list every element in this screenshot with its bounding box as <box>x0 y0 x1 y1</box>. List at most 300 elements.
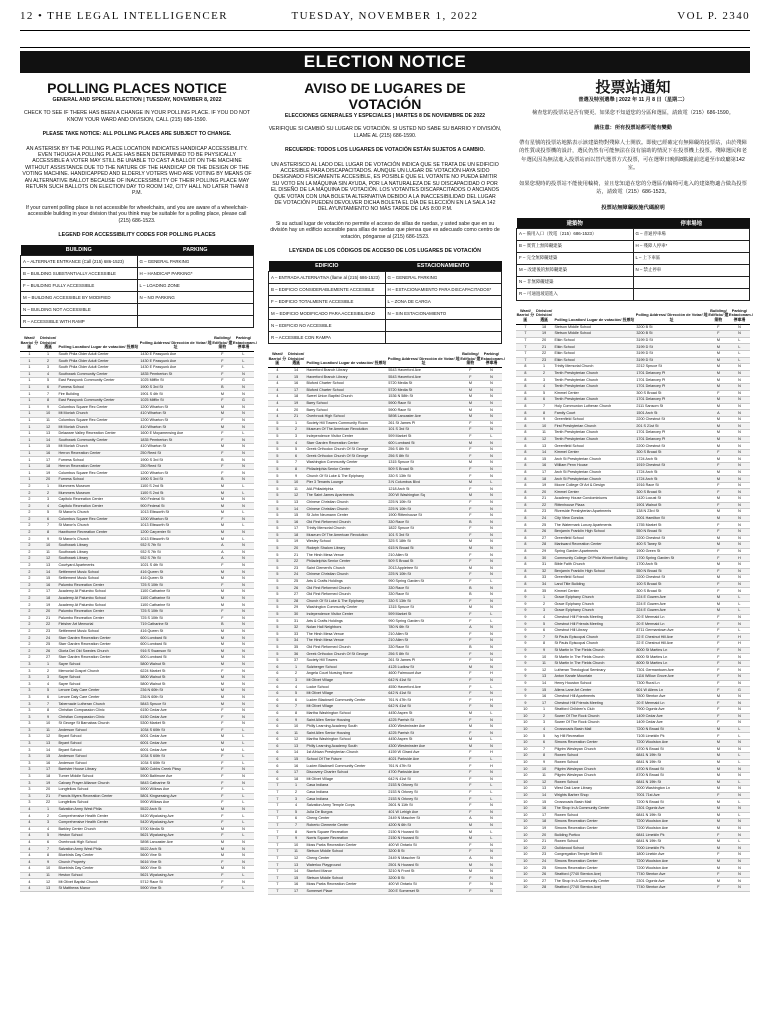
english-column <box>20 80 257 1020</box>
division-cell: 15 <box>287 374 306 381</box>
legend-cell: A – ENTRADA ALTERNATIVA (llame al (215) 686-1523) <box>269 271 386 283</box>
volume-number: VOL P. 2340 <box>677 10 750 22</box>
location-cell: Gloria Dei Old Swedes Church <box>57 648 139 655</box>
table-row <box>268 565 502 572</box>
parking-code-cell: N <box>729 509 750 516</box>
division-cell: 28 <box>535 885 554 892</box>
address-cell: 3200 B St <box>387 849 460 856</box>
ward-cell: 4 <box>20 826 39 833</box>
address-cell: 410 Wharton St <box>139 444 212 451</box>
table-row <box>268 730 502 737</box>
address-cell: 416 Queen St <box>139 569 212 576</box>
legend-cell: R – 可通過坡道進入 <box>517 288 634 300</box>
division-cell: 12 <box>39 556 58 563</box>
table-row <box>268 440 502 447</box>
table-row <box>268 704 502 711</box>
ward-cell: 10 <box>516 739 535 746</box>
table-row <box>516 502 750 509</box>
ward-cell: 10 <box>516 772 535 779</box>
ward-cell: 5 <box>268 552 287 559</box>
location-cell: Rowen School <box>553 753 635 760</box>
address-cell: 2153 N Orkney St <box>387 789 460 796</box>
location-cell: Bluebirds Day Center <box>57 852 139 859</box>
legend-cell: L – LOADING ZONE <box>137 279 254 291</box>
parking-code-cell: N <box>233 404 254 411</box>
legend-cell <box>633 276 750 288</box>
table-row <box>516 805 750 812</box>
table-row <box>20 707 254 714</box>
ward-cell: 9 <box>516 647 535 654</box>
ward-cell: 3 <box>20 786 39 793</box>
parking-code-cell: N <box>233 589 254 596</box>
ward-cell: 2 <box>20 510 39 517</box>
table-row <box>516 641 750 648</box>
building-code-cell: M <box>708 759 729 766</box>
building-code-cell: M <box>460 387 481 394</box>
english-subtitle: GENERAL AND SPECIAL ELECTION | TUESDAY, NOVEMBER 8, 2022 <box>52 97 222 103</box>
ward-cell: 10 <box>516 878 535 885</box>
address-cell: 325 S 18th St <box>387 539 460 546</box>
address-cell: 5843 Catharine St <box>139 780 212 787</box>
table-row <box>268 460 502 467</box>
table-row <box>20 510 254 517</box>
ward-cell: 3 <box>20 727 39 734</box>
division-cell: 23 <box>535 357 554 364</box>
address-cell: 20 E Mermaid Ln <box>635 621 708 628</box>
building-code-cell: M <box>460 493 481 500</box>
building-code-cell: M <box>212 747 233 754</box>
building-code-cell: M <box>708 739 729 746</box>
legend-cell: M – EDIFICIO MODIFICADO PARA ACCESIBILIDAD <box>269 307 386 319</box>
table-row <box>516 370 750 377</box>
division-cell: 35 <box>535 588 554 595</box>
location-cell: Elkin School <box>553 357 635 364</box>
parking-code-cell: N <box>481 400 502 407</box>
building-code-cell: F <box>212 397 233 404</box>
parking-code-cell: N <box>729 370 750 377</box>
division-cell: 13 <box>287 499 306 506</box>
location-cell: Independence Visitor Center <box>305 433 387 440</box>
ward-cell: 6 <box>268 671 287 678</box>
building-code-cell: F <box>708 555 729 562</box>
location-cell: Starr Garden Recreation Center <box>57 641 139 648</box>
table-row <box>268 875 502 882</box>
building-code-cell: F <box>212 780 233 787</box>
division-cell: 11 <box>39 727 58 734</box>
location-cell: Starr Garden Recreation Center <box>57 655 139 662</box>
parking-code-cell: N <box>481 367 502 374</box>
location-cell: Lucien Blackwell Community Center <box>305 763 387 770</box>
division-cell: 8 <box>287 466 306 473</box>
ward-cell: 6 <box>268 743 287 750</box>
parking-code-cell: N <box>481 532 502 539</box>
location-cell: Bluebirds Day Center <box>57 866 139 873</box>
division-cell: 12 <box>287 493 306 500</box>
address-cell: 1501 Arch St <box>635 410 708 417</box>
table-row <box>20 615 254 622</box>
table-row <box>268 750 502 757</box>
location-cell: Bluford Charter School <box>305 387 387 394</box>
parking-code-cell: N <box>233 773 254 780</box>
table-row <box>20 463 254 470</box>
division-cell: 4 <box>535 383 554 390</box>
ward-cell: 4 <box>20 819 39 826</box>
division-cell: 2 <box>39 813 58 820</box>
ward-cell: 6 <box>268 723 287 730</box>
table-row <box>516 581 750 588</box>
parking-code-cell: L <box>233 510 254 517</box>
building-code-cell: F <box>212 378 233 385</box>
ward-cell: 4 <box>20 806 39 813</box>
division-cell: 9 <box>287 835 306 842</box>
table-row <box>20 694 254 701</box>
address-cell: 599 Market St <box>387 611 460 618</box>
division-cell: 3 <box>535 608 554 615</box>
building-code-cell: F <box>708 324 729 331</box>
location-cell: Lenore Daly Care Center <box>57 688 139 695</box>
location-cell: Old First Reformed Church <box>305 585 387 592</box>
parking-code-cell: L <box>233 800 254 807</box>
parking-code-cell: N <box>233 839 254 846</box>
table-row <box>516 469 750 476</box>
building-code-cell: M <box>212 641 233 648</box>
address-cell: 2000 Washington Ln <box>635 786 708 793</box>
parking-code-cell: N <box>729 772 750 779</box>
location-cell: Mt Moriah Church <box>57 444 139 451</box>
division-cell: 10 <box>39 411 58 418</box>
table-row <box>20 872 254 879</box>
building-code-cell: F <box>460 802 481 809</box>
running-header <box>20 4 750 26</box>
ward-cell: 1 <box>20 470 39 477</box>
location-cell: Building Portico <box>553 832 635 839</box>
table-row <box>268 545 502 552</box>
building-code-cell: F <box>708 548 729 555</box>
address-cell: 725 S 10th St <box>139 615 212 622</box>
location-cell: Chestnut Hill Friends Meeting <box>553 614 635 621</box>
ward-cell: 8 <box>516 509 535 516</box>
table-row <box>20 411 254 418</box>
ward-cell: 7 <box>268 849 287 856</box>
table-row <box>268 888 502 895</box>
building-code-cell: M <box>460 664 481 671</box>
division-cell: 31 <box>535 561 554 568</box>
building-code-cell: F <box>708 463 729 470</box>
table-row <box>20 549 254 556</box>
division-cell: 5 <box>535 621 554 628</box>
table-row <box>516 674 750 681</box>
building-code-cell: B <box>212 622 233 629</box>
location-cell: Anderson School <box>57 727 139 734</box>
address-cell: 5898 Lancaster Ave <box>387 413 460 420</box>
division-cell: 16 <box>535 805 554 812</box>
building-code-cell: F <box>460 446 481 453</box>
address-cell: 990 Spring Garden St <box>387 578 460 585</box>
table-row <box>516 383 750 390</box>
building-code-cell: M <box>460 479 481 486</box>
address-cell: 210 Allen St <box>387 631 460 638</box>
parking-code-cell: N <box>481 387 502 394</box>
address-cell: 1013 Ellsworth St <box>139 510 212 517</box>
parking-code-cell: N <box>729 581 750 588</box>
ward-cell: 1 <box>20 404 39 411</box>
location-cell: St Maron's Church <box>57 510 139 517</box>
building-code-cell: M <box>212 602 233 609</box>
building-code-cell: F <box>460 598 481 605</box>
division-cell: 13 <box>39 740 58 747</box>
table-row <box>516 772 750 779</box>
location-cell: Stetson Middle School <box>305 849 387 856</box>
table-row <box>268 367 502 374</box>
chinese-asterisk-text: 帶有星號的投票站地點表示該建築物對殘障人士開放。即使已經確定有無障礙的投票站，由於殘障的性質或投票機的設計，選民仍然有可能無法在沒有協助的情況下在投票機上投票。殘障選民和老年選民因為無法進入投票站而以替代選票方式投票，可在選舉日晚間8點鐘前送還至市政廳第142室。 <box>519 140 747 171</box>
division-cell: 23 <box>287 565 306 572</box>
address-cell: 1800 Linekin Ave <box>635 852 708 859</box>
parking-code-cell: N <box>729 871 750 878</box>
table-row <box>268 756 502 763</box>
ward-cell: 7 <box>268 875 287 882</box>
table-row <box>20 793 254 800</box>
division-cell: 30 <box>535 555 554 562</box>
location-cell: AIA Philadelphia <box>305 486 387 493</box>
parking-code-cell: L <box>481 756 502 763</box>
address-cell: 4021 Parkside Ave <box>387 756 460 763</box>
parking-code-cell: N <box>729 489 750 496</box>
division-cell: 14 <box>535 680 554 687</box>
ward-cell: 5 <box>268 446 287 453</box>
division-cell: 10 <box>535 423 554 430</box>
table-row <box>516 410 750 417</box>
address-cell: 600 Lombard St <box>387 440 460 447</box>
division-cell: 22 <box>39 800 58 807</box>
division-cell: 13 <box>535 786 554 793</box>
address-cell: 3 N Columbus Blvd <box>387 479 460 486</box>
address-cell: 7200 N Broad St <box>635 726 708 733</box>
address-cell: 990 Spring Garden St <box>387 618 460 625</box>
location-cell: School Of The Future <box>305 756 387 763</box>
building-code-cell: F <box>460 558 481 565</box>
chinese-legend-table <box>516 218 750 301</box>
location-cell: Herron Recreation Center <box>57 463 139 470</box>
table-row <box>20 457 254 464</box>
ward-cell: 7 <box>516 337 535 344</box>
ward-cell: 5 <box>268 486 287 493</box>
table-row <box>516 337 750 344</box>
parking-code-cell: N <box>481 882 502 889</box>
address-cell: 5621 Wyalusing Ave <box>139 833 212 840</box>
ward-cell: 1 <box>20 391 39 398</box>
building-code-cell: F <box>460 671 481 678</box>
division-cell: 27 <box>287 591 306 598</box>
address-cell: 599 Market St <box>387 433 460 440</box>
address-cell: 2601 N 11th St <box>387 802 460 809</box>
division-cell: 7 <box>535 746 554 753</box>
ward-cell: 9 <box>516 627 535 634</box>
address-cell: 7200 Woolston Ave <box>635 858 708 865</box>
table-row <box>516 548 750 555</box>
parking-code-cell: G <box>233 378 254 385</box>
legend-cell <box>385 331 502 343</box>
ward-cell: 8 <box>516 502 535 509</box>
parking-code-cell: N <box>481 394 502 401</box>
table-row <box>20 826 254 833</box>
building-code-cell: F <box>708 449 729 456</box>
col-head-parking: Parking/ Estacionam./ 停車場 <box>729 308 750 324</box>
col-head-division: Division/ División/ 選區 <box>39 335 58 351</box>
building-code-cell: M <box>460 829 481 836</box>
address-cell: 3200 B St <box>635 331 708 338</box>
parking-code-cell: N <box>233 608 254 615</box>
address-cell: 3200 B St <box>635 324 708 331</box>
spanish-check-text: VERIFIQUE SI CAMBIÓ SU LUGAR DE VOTACIÓN. SI USTED NO SABE SU BARRIO Y DIVISIÓN, LLAME AL (215) 686-1590. <box>268 126 502 139</box>
ward-cell: 5 <box>268 532 287 539</box>
table-row <box>516 871 750 878</box>
address-cell: 8000 St Martins Ln <box>635 654 708 661</box>
building-code-cell: M <box>708 812 729 819</box>
table-row <box>268 868 502 875</box>
address-cell: 3199 D St <box>635 357 708 364</box>
division-cell: 24 <box>535 858 554 865</box>
division-cell: 16 <box>287 763 306 770</box>
building-code-cell: M <box>460 407 481 414</box>
ward-cell: 8 <box>516 542 535 549</box>
col-head-division: Division/ División/ 選區 <box>287 351 306 367</box>
address-cell: 330 S 13th St <box>387 473 460 480</box>
table-row <box>268 631 502 638</box>
parking-code-cell: N <box>233 668 254 675</box>
parking-code-cell: N <box>481 413 502 420</box>
building-code-cell: M <box>212 424 233 431</box>
parking-code-cell: N <box>729 331 750 338</box>
parking-code-cell: N <box>481 605 502 612</box>
location-cell: Sower Of The Rock Church <box>553 713 635 720</box>
building-code-cell: F <box>460 783 481 790</box>
ward-cell: 10 <box>516 799 535 806</box>
ward-cell: 1 <box>20 437 39 444</box>
address-cell: 7000 Limekiln Pk <box>635 845 708 852</box>
location-cell: Saint Allen Senior Housing <box>305 717 387 724</box>
legend-cell: M – BUILDING ACCESSIBLE BY MODIFIED <box>21 291 138 303</box>
location-cell: Stetson Middle School <box>553 324 635 331</box>
location-cell: Overbrook High School <box>305 413 387 420</box>
ward-cell: 10 <box>516 825 535 832</box>
parking-code-cell: N <box>729 693 750 700</box>
building-code-cell: F <box>460 704 481 711</box>
location-cell: Fire Building <box>57 391 139 398</box>
ward-cell: 6 <box>268 750 287 757</box>
location-cell: Riverside Presbyterian Apartments <box>553 509 635 516</box>
parking-code-cell: N <box>481 466 502 473</box>
address-cell: 6150 Cedar Ave <box>139 714 212 721</box>
location-cell: Greek Orthodox Church Of St George <box>305 446 387 453</box>
table-row <box>516 680 750 687</box>
table-row <box>516 403 750 410</box>
parking-code-cell: G <box>233 397 254 404</box>
parking-code-cell: N <box>481 407 502 414</box>
division-cell: 9 <box>287 473 306 480</box>
address-cell: 5600 Vine St <box>139 852 212 859</box>
address-cell: 642 N 41st St <box>387 690 460 697</box>
address-cell: 400 W Ontario St <box>387 842 460 849</box>
address-cell: 5898 Lancaster Ave <box>139 839 212 846</box>
location-cell: Mt Olivet Village <box>305 776 387 783</box>
parking-code-cell: L <box>233 819 254 826</box>
address-cell: 300 S Broad St <box>635 390 708 397</box>
ward-cell: 9 <box>516 674 535 681</box>
address-cell: 5621 Wyalusing Ave <box>139 872 212 879</box>
location-cell: Barry School <box>305 400 387 407</box>
parking-code-cell: N <box>729 515 750 522</box>
ward-cell: 2 <box>20 496 39 503</box>
ward-cell: 7 <box>268 835 287 842</box>
division-cell: 22 <box>287 558 306 565</box>
location-cell: Pilgrim Wesleyan Church <box>553 772 635 779</box>
division-cell: 7 <box>287 704 306 711</box>
legend-body <box>269 271 502 343</box>
parking-code-cell: N <box>729 766 750 773</box>
location-cell: Mt Olivet Village <box>305 677 387 684</box>
building-code-cell: M <box>708 575 729 582</box>
building-code-cell: M <box>460 835 481 842</box>
parking-code-cell: N <box>729 548 750 555</box>
division-cell: 7 <box>287 822 306 829</box>
address-cell: 1025 Mifflin St <box>139 397 212 404</box>
division-cell: 18 <box>287 532 306 539</box>
ward-cell: 10 <box>516 720 535 727</box>
address-cell: 6001 Cedar Ave <box>139 747 212 754</box>
division-cell: 26 <box>535 871 554 878</box>
table-row <box>20 378 254 385</box>
ward-cell: 10 <box>516 726 535 733</box>
table-row <box>268 855 502 862</box>
address-cell: 1100 S 2nd St <box>139 490 212 497</box>
table-row <box>268 862 502 869</box>
division-cell: 35 <box>287 644 306 651</box>
address-cell: 100 S Broad St <box>635 581 708 588</box>
building-code-cell: M <box>708 456 729 463</box>
division-cell: 17 <box>287 769 306 776</box>
address-cell: 2449 N Mascher St <box>387 816 460 823</box>
table-row <box>20 674 254 681</box>
legend-cell: G – GENERAL PARKING <box>385 271 502 283</box>
location-cell: 1st African Presbyterian Church <box>305 750 387 757</box>
ward-cell: 3 <box>20 674 39 681</box>
address-cell: 1822 Spruce St <box>387 526 460 533</box>
parking-code-cell: N <box>481 723 502 730</box>
parking-code-cell: H <box>481 750 502 757</box>
division-cell: 21 <box>535 496 554 503</box>
chinese-accessibility-text: 如果您現時的投票站不能使用輪椅，並且您知道在您的分選區有輪椅可進入的建築物適合做為投票站，請致電（215）686-1523。 <box>519 181 747 196</box>
table-row <box>20 477 254 484</box>
table-row <box>516 693 750 700</box>
ward-cell: 8 <box>516 410 535 417</box>
building-code-cell: F <box>212 714 233 721</box>
ward-cell: 9 <box>516 700 535 707</box>
ward-cell: 9 <box>516 594 535 601</box>
address-cell: 210 Allen St <box>387 638 460 645</box>
ward-cell: 1 <box>20 477 39 484</box>
ward-cell: 9 <box>516 680 535 687</box>
ward-cell: 7 <box>268 802 287 809</box>
building-code-cell: M <box>708 476 729 483</box>
ward-cell: 3 <box>20 793 39 800</box>
table-row <box>268 743 502 750</box>
division-cell: 6 <box>535 739 554 746</box>
legend-cell <box>385 319 502 331</box>
parking-code-cell: L <box>481 737 502 744</box>
parking-code-cell: N <box>729 819 750 826</box>
ward-cell: 4 <box>20 839 39 846</box>
ward-cell: 1 <box>20 444 39 451</box>
